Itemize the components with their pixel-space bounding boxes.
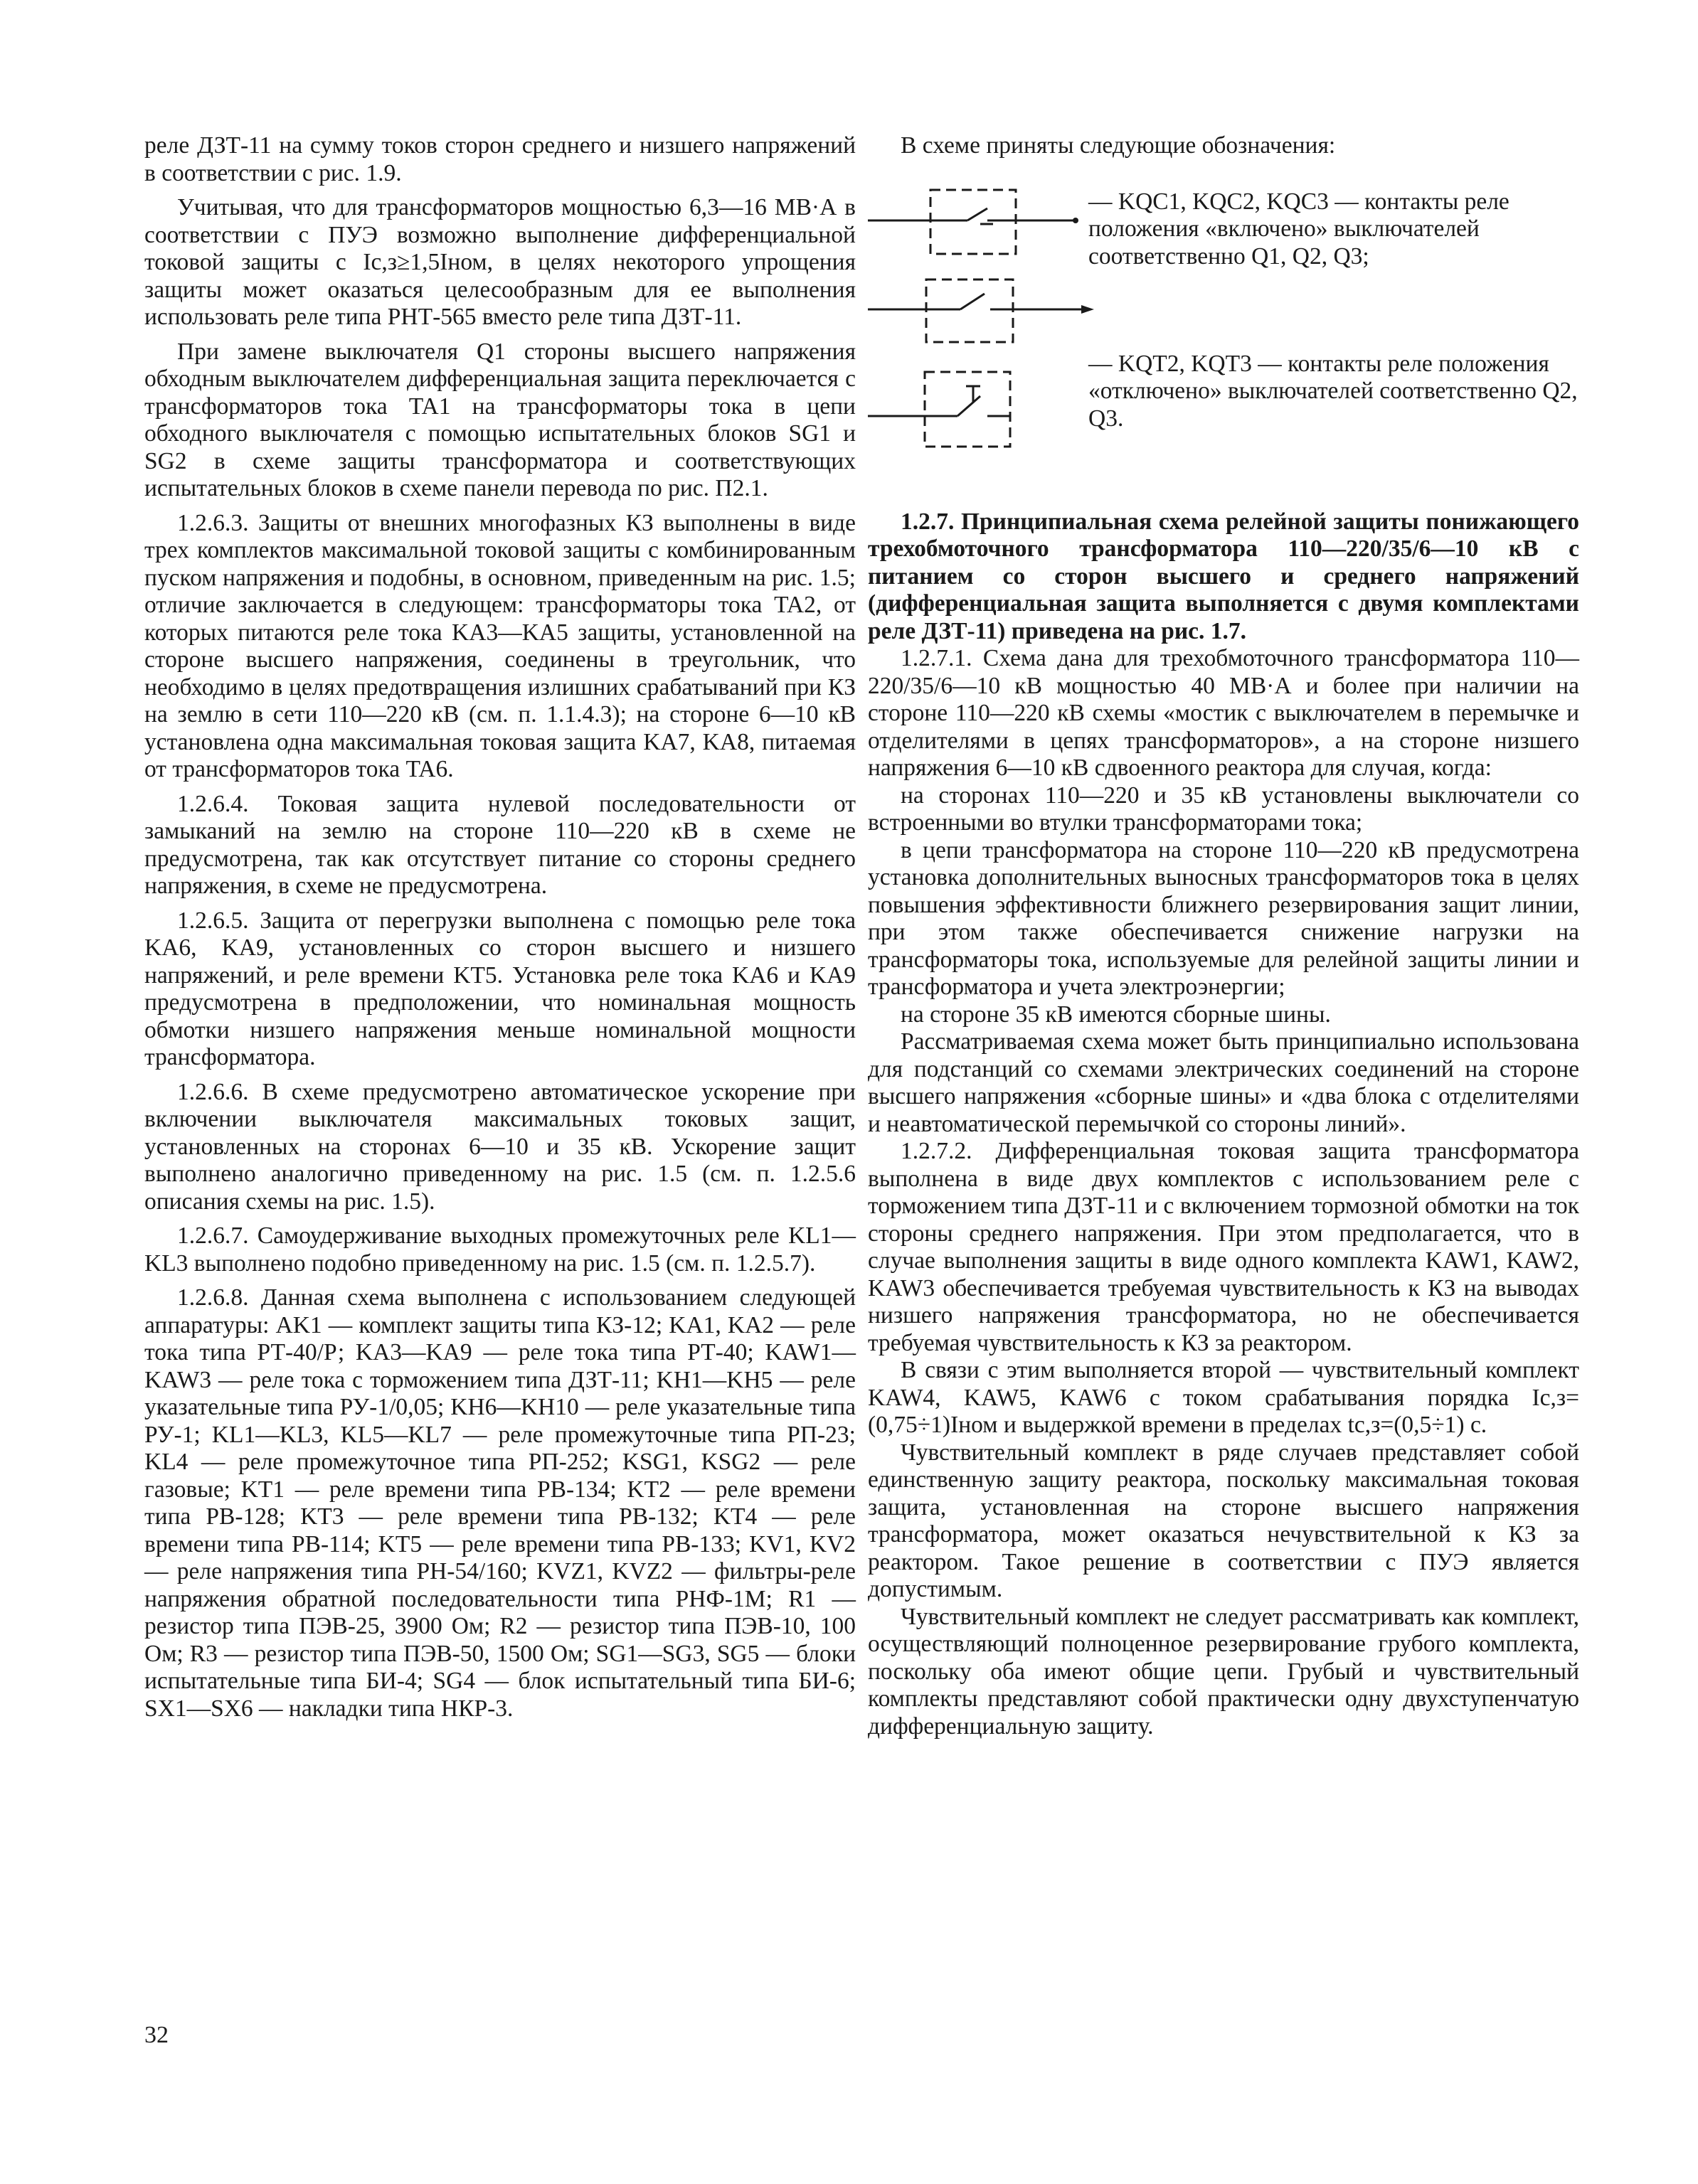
paragraph: 1.2.6.5. Защита от перегрузки выполнена с помощью реле тока KA6, KA9, установленных со сторон высшего и низшего напряжений, и реле времени KT5. Установка реле тока KA6 и KA9 предусмотрена в предположении, что номинальная мощность обмотки низшего напряжения меньше номинальной мощности трансформатора.: [144, 907, 856, 1070]
paragraph: 1.2.7.2. Дифференциальная токовая защита трансформатора выполнена в виде двух комплектов с использованием реле с торможением типа ДЗТ-11 и с включением тормозной обмотки на ток стороны среднего напряжения. При этом предполагается, что в случае выполнения защиты в виде одного комплекта KAW1, KAW2, KAW3 обеспечивается требуемая чувствительность к КЗ на выводах низшего напряжения трансформатора, но не обеспечивается требуемая чувствительность к КЗ за реактором.: [868, 1138, 1579, 1356]
paragraph: на сторонах 110—220 и 35 кВ установлены выключатели со встроенными во втулки трансформаторами тока;: [868, 782, 1579, 836]
paragraph: 1.2.6.6. В схеме предусмотрено автоматическое ускорение при включении выключателя максимальных токовых защит, установленных на сторонах 6—10 и 35 кВ. Ускорение защит выполнено аналогично приведенному на рис. 1.5 (см. п. 1.2.5.6 описания схемы на рис. 1.5).: [144, 1078, 856, 1215]
paragraph: Учитывая, что для трансформаторов мощностью 6,3—16 МВ·А в соответствии с ПУЭ возможно выполнение дифференциальной токовой защиты с Iс,з≥1,5Iном, в целях некоторого упрощения защиты может оказаться целесообразным для ее выполнения использовать реле типа РНТ-565 вместо реле типа ДЗТ-11.: [144, 194, 856, 330]
paragraph: 1.2.7.1. Схема дана для трехобмоточного трансформатора 110—220/35/6—10 кВ мощностью 40 МВ·А и более при наличии на стороне 110—220 кВ схемы «мостик с выключателем в перемычке и отделителями в цепях трансформаторов», а на стороне низшего напряжения 6—10 кВ сдвоенного реактора для случая, когда:: [868, 645, 1579, 781]
legend-intro: В схеме приняты следующие обозначения:: [901, 132, 1336, 159]
legend-text: — KQC1, KQC2, KQC3 — контакты реле положения «включено» выключателей соответственно Q1, Q2, Q3;: [1088, 188, 1509, 270]
paragraph: 1.2.6.4. Токовая защита нулевой последовательности от замыканий на землю на стороне 110—220 кВ в схеме не предусмотрена, так как отсутствует питание со стороны среднего напряжения, в схеме не предусмотрена.: [144, 790, 856, 899]
paragraph: Рассматриваемая схема может быть принципиально использована для подстанций со схемами электрических соединений на стороне высшего напряжения «сборные шины» и «два блока с отделителями и неавтоматической перемычкой со стороны линий».: [868, 1028, 1579, 1137]
contact-open-symbol-icon: [868, 260, 1110, 345]
page-number: 32: [144, 2022, 169, 2048]
paragraph: При замене выключателя Q1 стороны высшего напряжения обходным выключателем дифференциальная защита переключается с трансформаторов тока TA1 на трансформаторы тока в цепи обходного выключателя с помощью испытательных блоков SG1 и SG2 в схеме защиты трансформатора и соответствующих испытательных блоков в схеме панели перевода по рис. П2.1.: [144, 338, 856, 501]
paragraph: Чувствительный комплект в ряде случаев представляет собой единственную защиту реактора, поскольку максимальная токовая защита, установленная на стороне высшего напряжения трансформатора, может оказаться нечувствительной к КЗ за реактором. Такое решение в соответствии с ПУЭ является допустимым.: [868, 1439, 1579, 1602]
paragraph: в цепи трансформатора на стороне 110—220 кВ предусмотрена установка дополнительных выносных трансформаторов тока в целях повышения эффективности ближнего резервирования защит линии, при этом также обеспечивается снижение нагрузки на трансформаторы тока, используемые для релейной защиты линии и трансформатора и учета электроэнергии;: [868, 836, 1579, 1000]
contact-open-symbol-icon: [868, 345, 1081, 459]
paragraph: В связи с этим выполняется второй — чувствительный комплект KAW4, KAW5, KAW6 с током срабатывания порядка Iс,з=(0,75÷1)Iном и выдержкой времени в пределах tс,з=(0,5÷1) с.: [868, 1357, 1579, 1438]
right-column: [868, 132, 1579, 1740]
left-column: [144, 132, 856, 1722]
legend-kqc: [868, 181, 1579, 270]
legend-kqc-alt: [868, 260, 1579, 345]
paragraph: на стороне 35 кВ имеются сборные шины.: [901, 1001, 1331, 1028]
paragraph: 1.2.6.3. Защиты от внешних многофазных КЗ выполнены в виде трех комплектов максимальной токовой защиты с комбинированным пуском напряжения и подобны, в основном, приведенным на рис. 1.5; отличие заключается в следующем: трансформаторы тока TA2, от которых питаются реле тока KA3—KA5 защиты, установленной на стороне высшего напряжения, соединены в треугольник, что необходимо в целях предотвращения излишних срабатываний при КЗ на землю в сети 110—220 кВ (см. п. 1.1.4.3); на стороне 6—10 кВ установлена одна максимальная токовая защита KA7, KA8, питаемая от трансформаторов тока TA6.: [144, 509, 856, 782]
section-heading: 1.2.7. Принципиальная схема релейной защиты понижающего трехобмоточного трансформатора 110—220/35/6—10 кВ с питанием со сторон высшего и среднего напряжений (дифференциальная защита выполняется с двумя комплектами реле ДЗТ-11) приведена на рис. 1.7.: [868, 508, 1579, 644]
contact-closed-symbol-icon: [868, 181, 1081, 260]
paragraph: реле ДЗТ-11 на сумму токов сторон среднего и низшего напряжений в соответствии с рис. 1.9.: [144, 132, 856, 186]
paragraph: 1.2.6.8. Данная схема выполнена с использованием следующей аппаратуры: AK1 — комплект защиты типа КЗ-12; KA1, KA2 — реле тока типа РТ-40/Р; KA3—KA9 — реле тока типа РТ-40; KAW1—KAW3 — реле тока с торможением типа ДЗТ-11; KH1—KH5 — реле указательные типа РУ-1/0,05; KH6—KH10 — реле указательные типа РУ-1; KL1—KL3, KL5—KL7 — реле промежуточные типа РП-23; KL4 — реле промежуточное типа РП-252; KSG1, KSG2 — реле газовые; KT1 — реле времени типа РВ-134; KT2 — реле времени типа РВ-128; KT3 — реле времени типа РВ-132; KT4 — реле времени типа РВ-114; KT5 — реле времени типа РВ-133; KV1, KV2 — реле напряжения типа РН-54/160; KVZ1, KVZ2 — фильтры-реле напряжения обратной последовательности типа РНФ-1М; R1 — резистор типа ПЭВ-25, 3900 Ом; R2 — резистор типа ПЭВ-10, 100 Ом; R3 — резистор типа ПЭВ-50, 1500 Ом; SG1—SG3, SG5 — блоки испытательные типа БИ-4; SG4 — блок испытательный типа БИ-6; SX1—SX6 — накладки типа НКР-3.: [144, 1284, 856, 1722]
legend-text: — KQT2, KQT3 — контакты реле положения «отключено» выключателей соответственно Q2, Q3.: [1088, 350, 1578, 432]
legend-kqt: [868, 345, 1579, 459]
paragraph: Чувствительный комплект не следует рассматривать как комплект, осуществляющий полноценное резервирование грубого комплекта, поскольку оба имеют общие цепи. Грубый и чувствительный комплекты представляют собой практически одну двухступенчатую дифференциальную защиту.: [868, 1603, 1579, 1740]
paragraph: 1.2.6.7. Самоудерживание выходных промежуточных реле KL1—KL3 выполнено подобно приведенному на рис. 1.5 (см. п. 1.2.5.7).: [144, 1222, 856, 1277]
